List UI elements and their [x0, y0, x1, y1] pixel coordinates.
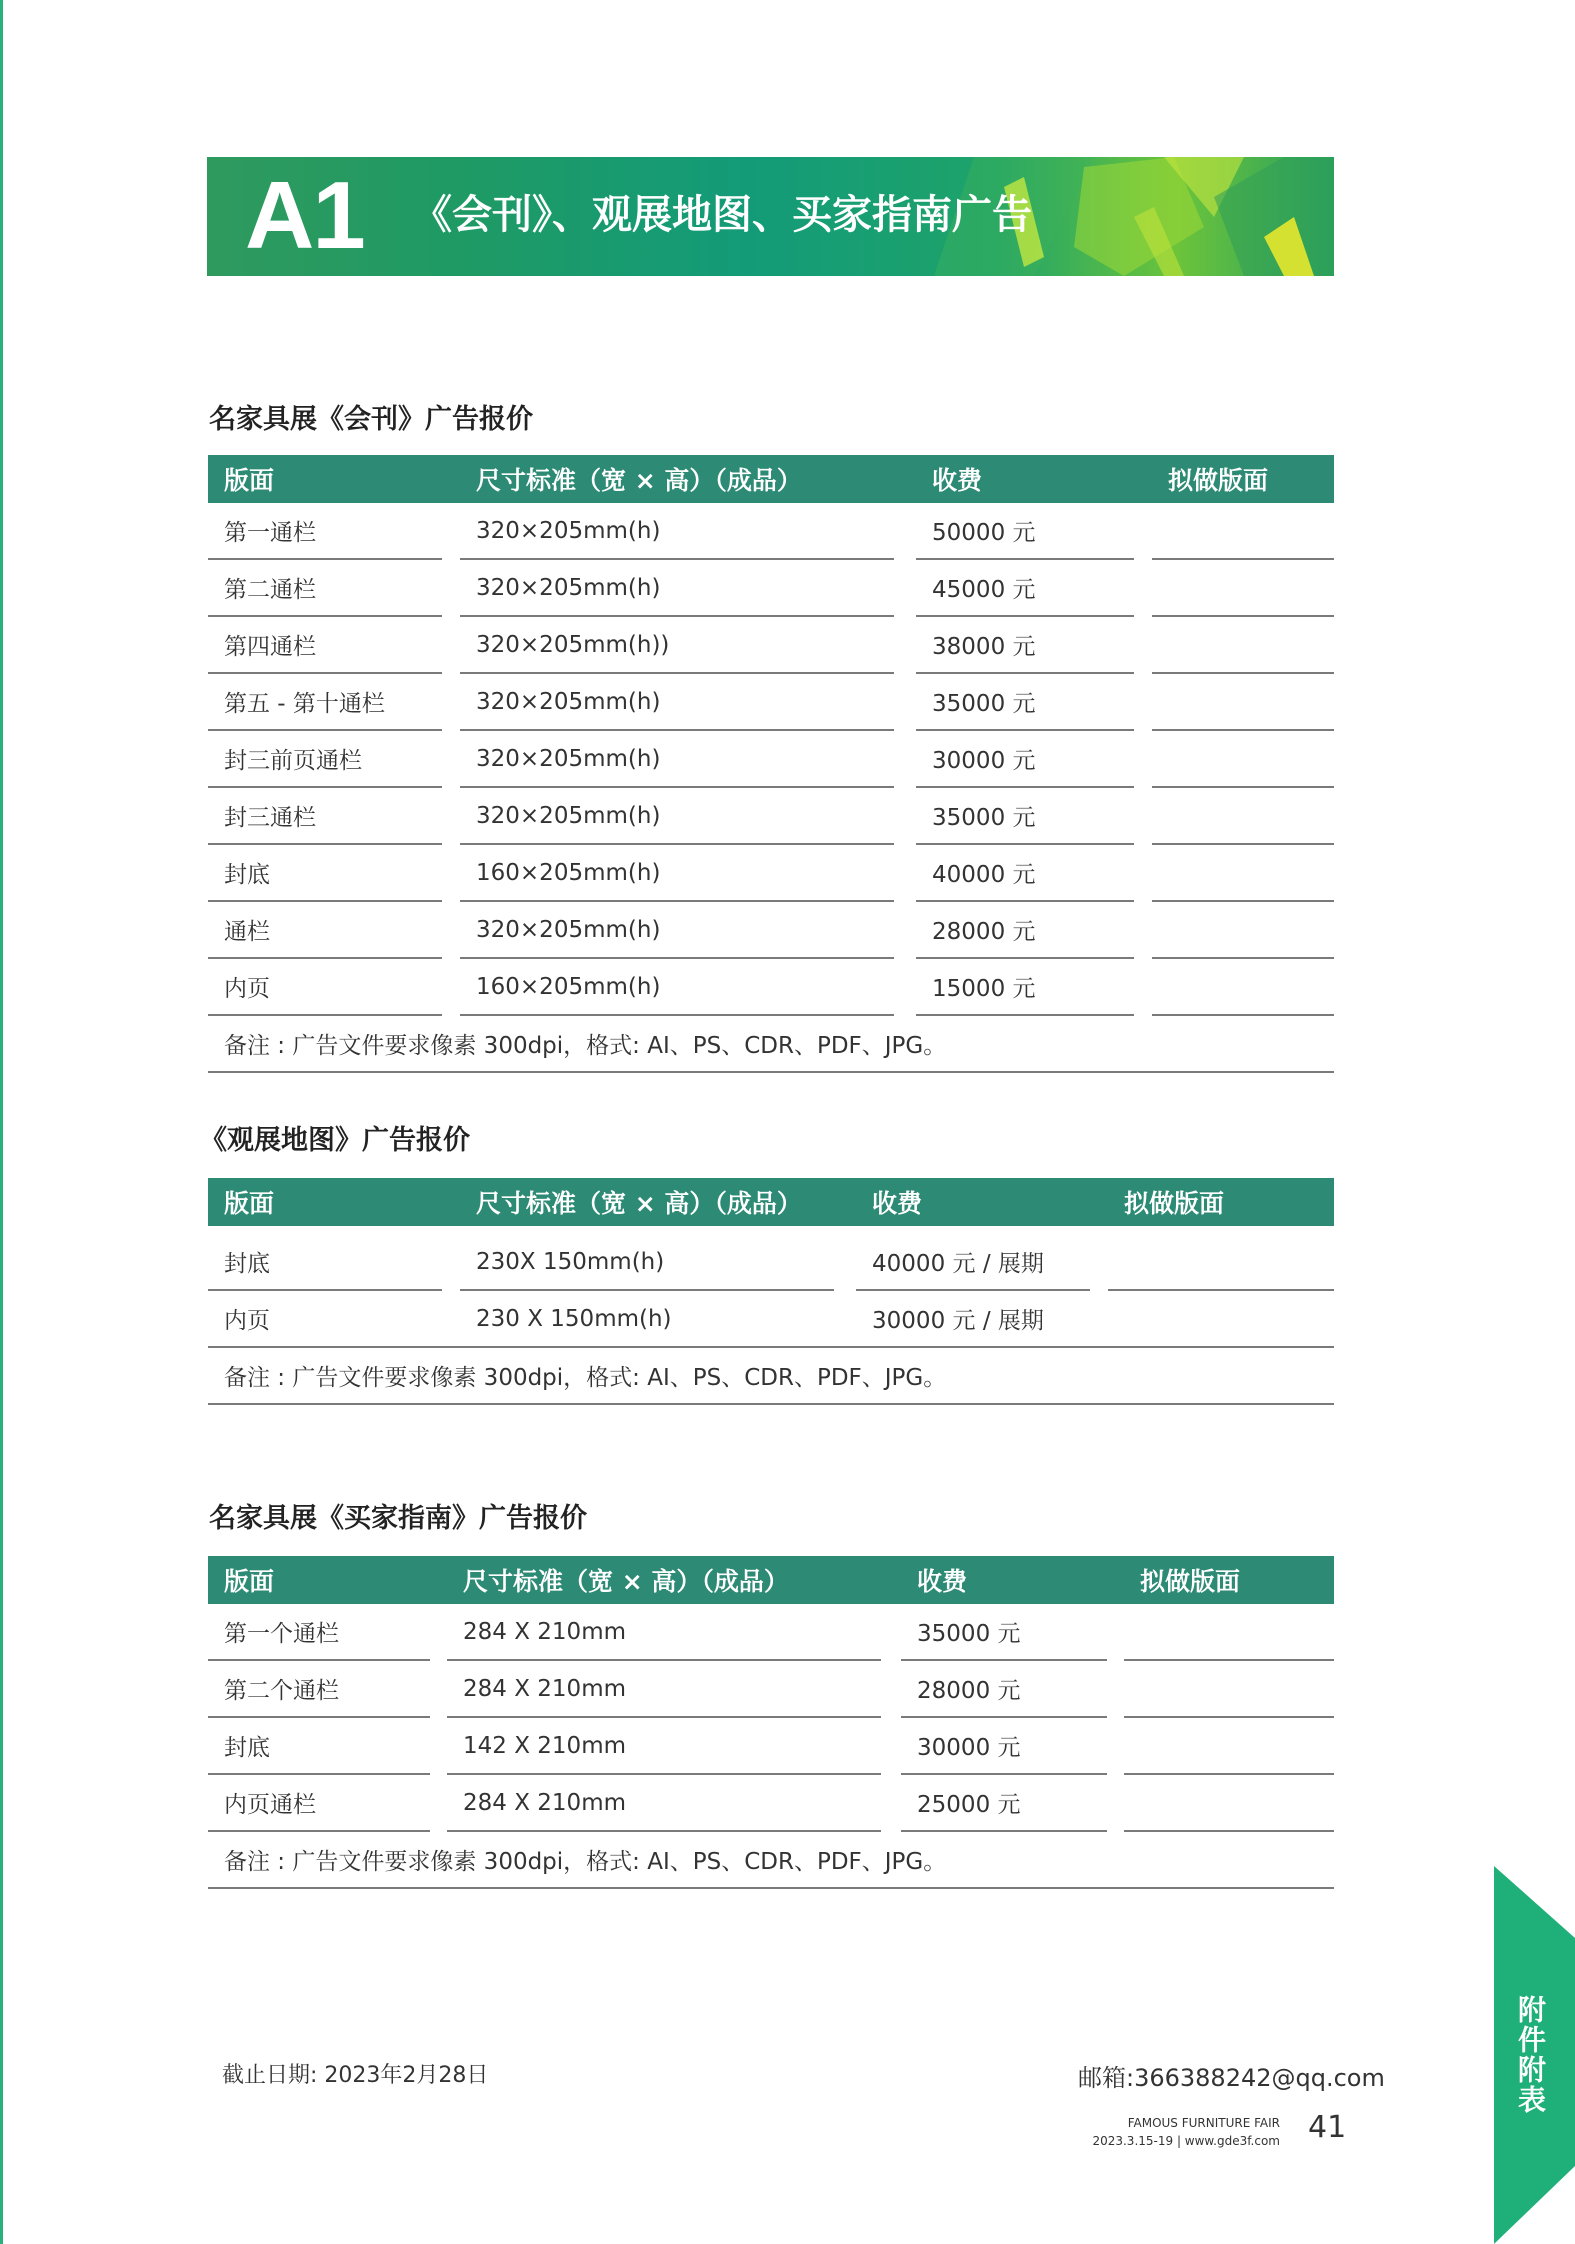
table-row: [208, 1604, 1334, 1661]
header-page: 版面: [208, 1178, 460, 1226]
header-price: 收费: [901, 1556, 1124, 1604]
cell-size: 160×205mm(h): [460, 959, 894, 1016]
map-section-title: 《观展地图》广告报价: [200, 1125, 470, 1156]
cell-planned-input[interactable]: [1152, 959, 1334, 1016]
map-price-table: [208, 1178, 1334, 1405]
fair-info: [1092, 2114, 1280, 2150]
cell-size: 160×205mm(h): [460, 845, 894, 902]
banner-code: A1: [245, 162, 364, 269]
table-note: 备注 : 广告文件要求像素 300dpi，格式: AI、PS、CDR、PDF、JPG。: [208, 1832, 1334, 1889]
cell-planned-input[interactable]: [1124, 1718, 1334, 1775]
cell-planned-input[interactable]: [1152, 788, 1334, 845]
cell-page: 第五 - 第十通栏: [208, 674, 442, 731]
deadline-text: 截止日期: 2023年2月28日: [222, 2063, 489, 2088]
table-row: [208, 617, 1334, 674]
cell-planned-input[interactable]: [1152, 902, 1334, 959]
cell-page: 通栏: [208, 902, 442, 959]
table-note: 备注 : 广告文件要求像素 300dpi，格式: AI、PS、CDR、PDF、JPG。: [208, 1348, 1334, 1405]
cell-page: 封底: [208, 1718, 430, 1775]
cell-price: 45000 元: [916, 560, 1134, 617]
cell-size: 320×205mm(h): [460, 674, 894, 731]
header-size: 尺寸标准（宽 × 高）（成品）: [460, 455, 916, 503]
cell-planned-input[interactable]: [1152, 617, 1334, 674]
guide-price-table: [208, 1556, 1334, 1889]
header-size: 尺寸标准（宽 × 高）（成品）: [460, 1178, 856, 1226]
page-number: 41: [1308, 2110, 1347, 2145]
cell-size: 230 X 150mm(h): [460, 1291, 856, 1348]
cell-price: 40000 元: [916, 845, 1134, 902]
cell-size: 230X 150mm(h): [460, 1234, 834, 1291]
table-row: [208, 1718, 1334, 1775]
journal-section-title: 名家具展《会刊》广告报价: [209, 404, 533, 435]
cell-page: 第一个通栏: [208, 1604, 430, 1661]
guide-section-title: 名家具展《买家指南》广告报价: [209, 1503, 587, 1534]
cell-planned-input[interactable]: [1152, 674, 1334, 731]
cell-price: 30000 元: [916, 731, 1134, 788]
table-note: 备注 : 广告文件要求像素 300dpi，格式: AI、PS、CDR、PDF、JPG。: [208, 1016, 1334, 1073]
cell-price: 30000 元: [901, 1718, 1107, 1775]
table-row: [208, 731, 1334, 788]
cell-price: 25000 元: [901, 1775, 1107, 1832]
cell-page: 内页: [208, 959, 442, 1016]
table-note-row: [208, 1348, 1334, 1405]
table-row: [208, 1234, 1334, 1291]
header-planned: 拟做版面: [1152, 455, 1334, 503]
cell-price: 50000 元: [916, 503, 1134, 560]
cell-page: 第一通栏: [208, 503, 442, 560]
email-text: 邮箱:366388242@qq.com: [1078, 2064, 1385, 2092]
table-row: [208, 959, 1334, 1016]
left-edge-rule: [0, 0, 3, 2244]
cell-page: 第二通栏: [208, 560, 442, 617]
cell-planned-input[interactable]: [1108, 1234, 1334, 1291]
cell-planned-input[interactable]: [1108, 1291, 1334, 1348]
cell-size: 320×205mm(h): [460, 503, 894, 560]
table-row: [208, 1291, 1334, 1348]
header-page: 版面: [208, 455, 460, 503]
fair-name: FAMOUS FURNITURE FAIR: [1127, 2116, 1280, 2130]
cell-page: 封底: [208, 845, 442, 902]
table-header-row: [208, 1178, 1334, 1226]
cell-size: 320×205mm(h): [460, 560, 894, 617]
table-row: [208, 845, 1334, 902]
cell-price: 35000 元: [916, 674, 1134, 731]
cell-page: 第二个通栏: [208, 1661, 430, 1718]
cell-size: 320×205mm(h): [460, 731, 894, 788]
header-price: 收费: [856, 1178, 1108, 1226]
table-row: [208, 788, 1334, 845]
cell-size: 320×205mm(h): [460, 788, 894, 845]
cell-price: 28000 元: [916, 902, 1134, 959]
cell-size: 284 X 210mm: [447, 1661, 881, 1718]
cell-page: 封三通栏: [208, 788, 442, 845]
cell-planned-input[interactable]: [1152, 731, 1334, 788]
cell-page: 第四通栏: [208, 617, 442, 674]
table-header-row: [208, 1556, 1334, 1604]
cell-size: 320×205mm(h): [460, 902, 894, 959]
cell-size: 284 X 210mm: [447, 1775, 881, 1832]
table-note-row: [208, 1832, 1334, 1889]
table-row: [208, 1661, 1334, 1718]
journal-price-table: [208, 455, 1334, 1073]
table-row: [208, 1775, 1334, 1832]
cell-planned-input[interactable]: [1124, 1775, 1334, 1832]
header-planned: 拟做版面: [1124, 1556, 1334, 1604]
table-note-row: [208, 1016, 1334, 1073]
table-row: [208, 503, 1334, 560]
cell-planned-input[interactable]: [1152, 503, 1334, 560]
table-row: [208, 560, 1334, 617]
cell-page: 封底: [208, 1234, 442, 1291]
cell-price: 30000 元 / 展期: [856, 1291, 1108, 1348]
cell-price: 15000 元: [916, 959, 1134, 1016]
cell-size: 284 X 210mm: [447, 1604, 881, 1661]
cell-price: 38000 元: [916, 617, 1134, 674]
table-row: [208, 902, 1334, 959]
cell-planned-input[interactable]: [1124, 1661, 1334, 1718]
fair-dates-site: 2023.3.15-19 | www.gde3f.com: [1092, 2134, 1280, 2148]
header-price: 收费: [916, 455, 1152, 503]
header-page: 版面: [208, 1556, 447, 1604]
cell-size: 142 X 210mm: [447, 1718, 881, 1775]
cell-size: 320×205mm(h)): [460, 617, 894, 674]
section-banner: [207, 157, 1334, 276]
cell-planned-input[interactable]: [1152, 845, 1334, 902]
cell-page: 封三前页通栏: [208, 731, 442, 788]
side-tab-label: 附件附表: [1514, 1995, 1547, 2115]
cell-price: 35000 元: [901, 1604, 1107, 1661]
cell-price: 35000 元: [916, 788, 1134, 845]
cell-planned-input[interactable]: [1124, 1604, 1334, 1661]
cell-price: 28000 元: [901, 1661, 1107, 1718]
header-size: 尺寸标准（宽 × 高）（成品）: [447, 1556, 901, 1604]
header-planned: 拟做版面: [1108, 1178, 1334, 1226]
cell-planned-input[interactable]: [1152, 560, 1334, 617]
banner-title: 《会刊》、观展地图、买家指南广告: [412, 192, 1032, 238]
table-header-row: [208, 455, 1334, 503]
cell-page: 内页通栏: [208, 1775, 430, 1832]
cell-price: 40000 元 / 展期: [856, 1234, 1090, 1291]
cell-page: 内页: [208, 1291, 460, 1348]
table-row: [208, 674, 1334, 731]
